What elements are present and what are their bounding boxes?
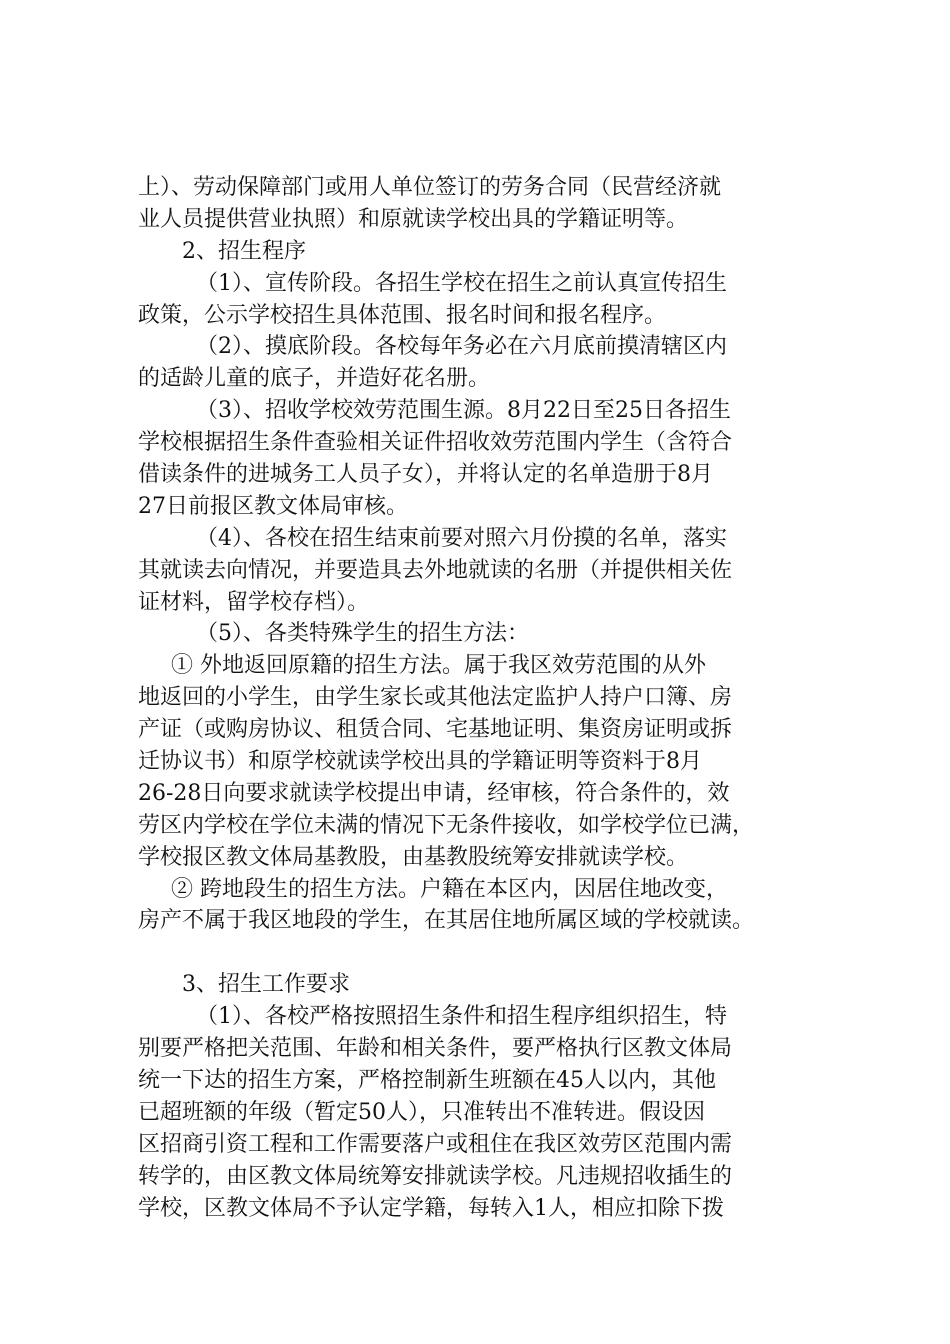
text-line: 别要严格把关范围、年龄和相关条件，要严格执行区教文体局 [138,1036,733,1062]
text-line: （5）、各类特殊学生的招生方法： [196,621,529,647]
text-line: 已超班额的年级（暂定50人），只准转出不准转进。假设因 [138,1099,705,1125]
text-line: （1）、各校严格按照招生条件和招生程序组织招生，特 [196,1004,727,1030]
text-line: ① 外地返回原籍的招生方法。属于我区效劳范围的从外 [171,653,706,679]
text-line: 迁协议书）和原学校就读学校出具的学籍证明等资料于8月 [138,749,702,775]
text-line: 学校根据招生条件查验相关证件招收效劳范围内学生（含符合 [138,430,733,456]
paragraph-gap [138,937,838,969]
text-line: 证材料，留学校存档）。 [138,589,370,615]
text-line: （3）、招收学校效劳范围生源。8月22日至25日各招生 [196,398,731,424]
text-line: 房产不属于我区地段的学生，在其居住地所属区域的学校就读。 [138,908,755,934]
text-line: 其就读去向情况，并要造具去外地就读的名册（并提供相关佐 [138,557,733,583]
text-line: 区招商引资工程和工作需要落户或租住在我区效劳区范围内需 [138,1131,733,1157]
text-line: （2）、摸底阶段。各校每年务必在六月底前摸清辖区内 [196,334,727,360]
text-line: 的适龄儿童的底子，并造好花名册。 [138,366,491,392]
text-line: 地返回的小学生，由学生家长或其他法定监护人持户口簿、房 [138,685,733,711]
text-line: 26-28日向要求就读学校提出申请，经审核，符合条件的，效 [138,780,730,806]
text-line: 借读条件的进城务工人员子女），并将认定的名单造册于8月 [138,462,713,488]
section-heading: 2、招生程序 [182,238,306,264]
section-heading: 3、招生工作要求 [182,972,350,998]
text-line: （1）、宣传阶段。各招生学校在招生之前认真宣传招生 [196,270,727,296]
document-body [138,172,838,1224]
text-line: （4）、各校在招生结束前要对照六月份摸的名单，落实 [196,525,727,551]
text-line: ② 跨地段生的招生方法。户籍在本区内，因居住地改变， [171,876,728,902]
text-line: 转学的，由区教文体局统筹安排就读学校。凡违规招收插生的 [138,1163,733,1189]
text-line: 政策，公示学校招生具体范围、报名时间和报名程序。 [138,302,667,328]
text-line: 学校报区教文体局基教股，由基教股统筹安排就读学校。 [138,844,689,870]
text-line: 27日前报区教文体局审核。 [138,493,408,519]
text-line: 劳区内学校在学位未满的情况下无条件接收，如学校学位已满， [138,812,755,838]
text-line: 统一下达的招生方案，严格控制新生班额在45人以内，其他 [138,1067,716,1093]
text-line: 上）、劳动保障部门或用人单位签订的劳务合同（民营经济就 [138,175,722,200]
text-line: 学校，区教文体局不予认定学籍，每转入1人，相应扣除下拨 [138,1195,724,1221]
text-line: 业人员提供营业执照）和原就读学校出具的学籍证明等。 [138,206,689,232]
text-line: 产证（或购房协议、租赁合同、宅基地证明、集资房证明或拆 [138,717,733,743]
